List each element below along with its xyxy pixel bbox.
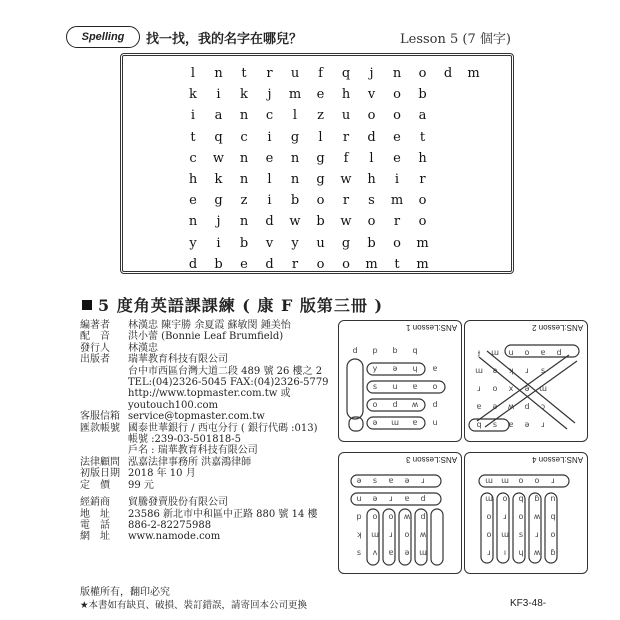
grid-row — [183, 172, 463, 192]
info-row — [80, 457, 340, 468]
grid-letter: a — [214, 108, 223, 124]
grid-letter: r — [393, 214, 401, 230]
info-label: 法律顧問 — [80, 456, 120, 468]
info-label — [80, 434, 128, 445]
grid-letter: g — [290, 129, 300, 145]
svg-text:ʍ: ʍ — [507, 402, 515, 411]
svg-text:ɹ: ɹ — [535, 530, 539, 539]
svg-text:ɐ: ɐ — [508, 420, 514, 429]
info-label: 客服信箱 — [80, 411, 120, 423]
instruction-text: 找一找，我的名字在哪兒？ — [146, 32, 303, 47]
grid-letter: f — [343, 150, 349, 166]
grid-letter: n — [239, 172, 249, 187]
svg-text:d: d — [420, 512, 426, 521]
grid-letter: m — [416, 256, 429, 272]
info-value: http://www.topmaster.com.tw 或 — [128, 388, 291, 400]
grid-letter: l — [369, 150, 374, 166]
svg-text:n: n — [550, 494, 556, 503]
grid-letter: t — [241, 66, 247, 81]
svg-text:y: y — [372, 364, 378, 373]
grid-letter: b — [214, 256, 223, 272]
info-row — [80, 400, 340, 411]
info-row — [80, 343, 340, 354]
info-row — [80, 509, 340, 520]
grid-row — [183, 193, 463, 213]
grid-letter: e — [240, 256, 248, 272]
svg-text:o: o — [518, 476, 524, 485]
svg-text:o: o — [432, 382, 438, 391]
info-value: 貿騰發賣股份有限公司 — [128, 497, 228, 509]
info-value: youtouch100.com — [128, 399, 218, 411]
answer-box-4 — [464, 452, 588, 574]
info-label: 編著者 — [80, 320, 110, 331]
info-row — [80, 377, 340, 388]
grid-letter: o — [367, 108, 376, 124]
info-value: 2018 年 10 月 — [128, 468, 196, 480]
info-label: 經銷商 — [80, 497, 110, 509]
info-row — [80, 468, 340, 479]
svg-text:p: p — [372, 346, 378, 355]
grid-letter: r — [291, 256, 299, 272]
grid-letter: r — [266, 66, 273, 81]
grid-letter: e — [316, 87, 325, 103]
grid-letter: i — [267, 129, 272, 145]
book-title-text: 5 度角英語課課練 ( 康 F 版第三冊 ) — [98, 296, 384, 315]
book-title — [82, 293, 383, 316]
grid-letter: c — [240, 129, 248, 145]
info-label — [80, 377, 128, 388]
svg-text:ɟ: ɟ — [477, 348, 481, 357]
info-row — [80, 388, 340, 399]
grid-letter: n — [188, 214, 198, 230]
grid-letter: o — [367, 214, 376, 230]
spelling-badge: Spelling — [66, 26, 140, 48]
svg-text:ɹ: ɹ — [421, 476, 425, 485]
svg-text:ı: ı — [503, 548, 507, 557]
svg-text:o: o — [534, 476, 540, 485]
grid-letter: w — [340, 172, 352, 187]
grid-letter: o — [393, 235, 401, 251]
grid-letter: w — [212, 150, 225, 166]
grid-letter: m — [288, 87, 302, 103]
svg-text:u: u — [432, 418, 438, 427]
page-number: KF3-48- — [510, 598, 547, 609]
info-value: 林漢忠 陳宇勝 余夏霞 蘇敏閔 鍾美怡 — [128, 320, 291, 331]
grid-letter: c — [189, 150, 197, 166]
grid-letter: w — [289, 214, 301, 230]
grid-letter: z — [240, 193, 248, 209]
grid-row — [183, 151, 463, 171]
svg-text:u: u — [392, 382, 398, 391]
grid-letter: q — [341, 66, 351, 81]
svg-text:ɹ: ɹ — [503, 512, 507, 521]
svg-text:o: o — [372, 512, 378, 521]
grid-letter: u — [316, 235, 325, 251]
svg-text:o: o — [372, 400, 378, 409]
grid-letter: n — [290, 172, 300, 187]
grid-letter: o — [418, 214, 427, 230]
grid-letter: j — [216, 214, 221, 230]
svg-text:ǝ: ǝ — [524, 420, 530, 429]
grid-letter: k — [189, 87, 197, 103]
info-label: 配 音 — [80, 331, 110, 343]
svg-text:ʍ: ʍ — [533, 548, 541, 557]
info-label — [80, 445, 128, 456]
grid-letter: g — [316, 150, 325, 166]
svg-text:ɹ: ɹ — [525, 366, 529, 375]
svg-text:ɯ: ɯ — [475, 366, 483, 375]
grid-letter: o — [342, 256, 350, 272]
answer-sketch-icon — [465, 453, 587, 573]
info-row — [80, 366, 340, 377]
grid-letter: s — [368, 193, 375, 209]
info-row — [80, 531, 340, 542]
info-row — [80, 497, 340, 508]
grid-letter: h — [367, 172, 376, 187]
grid-letter: b — [290, 193, 300, 209]
info-row — [80, 445, 340, 456]
grid-letter: u — [290, 66, 300, 81]
answer-sketch-icon — [465, 321, 587, 441]
info-row — [80, 434, 340, 445]
grid-letter: k — [214, 172, 223, 187]
info-label: 發行人 — [80, 342, 110, 354]
info-row — [80, 411, 340, 422]
svg-text:ɯ: ɯ — [539, 384, 547, 393]
publication-info — [80, 320, 340, 543]
grid-letter: h — [188, 172, 198, 187]
svg-text:q: q — [412, 346, 418, 355]
svg-text:o: o — [404, 530, 410, 539]
grid-row — [183, 108, 463, 128]
grid-letter: b — [239, 235, 249, 251]
svg-text:ɥ: ɥ — [518, 548, 524, 557]
grid-letter: n — [239, 150, 249, 166]
grid-letter: i — [216, 235, 221, 251]
info-label: 出版者 — [80, 354, 110, 366]
answer-label: ANS:Lesson 2 — [531, 323, 583, 332]
svg-text:ɹ: ɹ — [541, 420, 545, 429]
svg-text:o: o — [486, 530, 492, 539]
svg-text:ɐ: ɐ — [476, 402, 482, 411]
grid-row — [183, 66, 480, 86]
svg-text:p: p — [356, 512, 362, 521]
svg-text:ǝ: ǝ — [356, 476, 362, 485]
info-row — [80, 480, 340, 491]
svg-text:ʍ: ʍ — [533, 512, 541, 521]
grid-letter: l — [318, 129, 323, 145]
svg-text:ɥ: ɥ — [412, 364, 418, 373]
svg-text:ɯ: ɯ — [501, 530, 509, 539]
svg-text:ǝ: ǝ — [372, 418, 378, 427]
info-label: 電 話 — [80, 519, 110, 531]
grid-letter: i — [190, 108, 196, 124]
svg-text:ʍ: ʍ — [419, 530, 427, 539]
grid-letter: n — [290, 150, 300, 166]
svg-text:ɹ: ɹ — [389, 494, 393, 503]
grid-letter: t — [419, 129, 426, 145]
answer-label: ANS:Lesson 1 — [405, 323, 457, 332]
svg-text:ɯ: ɯ — [391, 418, 399, 427]
info-value: 林漢忠 — [128, 342, 158, 354]
grid-letter: l — [292, 108, 298, 124]
svg-text:s: s — [540, 366, 546, 375]
svg-text:ɐ: ɐ — [388, 548, 394, 557]
svg-text:ɓ: ɓ — [534, 494, 540, 503]
answer-sketch-icon — [339, 453, 461, 573]
grid-letter: z — [317, 108, 324, 124]
svg-text:ǝ: ǝ — [492, 366, 498, 375]
grid-letter: y — [189, 235, 197, 251]
grid-letter: y — [291, 235, 299, 251]
svg-text:ǝ: ǝ — [392, 364, 398, 373]
grid-row — [183, 130, 463, 150]
svg-text:o: o — [388, 512, 394, 521]
grid-letter: j — [369, 66, 374, 81]
svg-text:ɯ: ɯ — [371, 530, 379, 539]
grid-letter: n — [239, 108, 249, 124]
grid-row — [183, 87, 463, 107]
svg-text:d: d — [432, 400, 438, 409]
grid-letter: i — [216, 87, 221, 103]
copyright-text: 版權所有，翻印必究 — [80, 587, 170, 598]
grid-letter: b — [367, 235, 376, 251]
answer-label: ANS:Lesson 4 — [531, 455, 583, 464]
grid-letter: h — [341, 87, 351, 103]
grid-letter: e — [265, 150, 274, 166]
svg-text:u: u — [508, 348, 514, 357]
title-square-icon — [82, 300, 92, 310]
svg-text:u: u — [356, 494, 362, 503]
info-label: 初版日期 — [80, 468, 120, 480]
svg-text:d: d — [352, 346, 358, 355]
grid-letter: w — [340, 214, 352, 230]
lesson-label: Lesson 5 (7 個字) — [400, 32, 511, 47]
svg-text:d: d — [524, 402, 530, 411]
info-row — [80, 423, 340, 434]
grid-letter: h — [418, 150, 427, 166]
svg-text:o: o — [492, 384, 498, 393]
grid-letter: o — [393, 108, 401, 124]
grid-letter: d — [265, 256, 274, 272]
grid-letter: n — [239, 214, 249, 230]
grid-letter: n — [214, 66, 223, 81]
grid-letter: l — [190, 66, 196, 81]
svg-text:s: s — [372, 382, 378, 391]
grid-letter: v — [367, 87, 376, 103]
info-label: 地 址 — [80, 508, 110, 520]
svg-text:ɹ: ɹ — [477, 384, 481, 393]
grid-letter: j — [267, 87, 272, 103]
grid-letter: g — [214, 193, 223, 209]
grid-letter: r — [419, 172, 426, 187]
svg-text:ɯ: ɯ — [491, 348, 499, 357]
info-value: 國泰世華銀行 / 西屯分行 ( 銀行代碼 :013) — [128, 422, 318, 434]
svg-text:ɯ: ɯ — [501, 476, 509, 485]
svg-text:ɐ: ɐ — [540, 348, 546, 357]
grid-letter: b — [316, 214, 325, 230]
svg-text:ɐ: ɐ — [388, 476, 394, 485]
svg-text:ǝ: ǝ — [404, 548, 410, 557]
answer-box-1 — [338, 320, 462, 442]
svg-text:s: s — [518, 530, 524, 539]
grid-letter: u — [341, 108, 351, 124]
info-label — [80, 366, 128, 377]
svg-text:d: d — [556, 348, 562, 357]
grid-letter: a — [418, 108, 427, 124]
svg-text:x: x — [508, 384, 514, 393]
info-label: 匯款帳號 — [80, 422, 120, 434]
grid-row — [183, 214, 463, 234]
info-row — [80, 320, 340, 331]
svg-text:ʞ: ʞ — [508, 366, 514, 375]
svg-text:ǝ: ǝ — [372, 494, 378, 503]
grid-letter: d — [265, 214, 274, 230]
grid-letter: e — [189, 193, 197, 209]
grid-letter: t — [394, 256, 400, 272]
svg-text:ǝ: ǝ — [524, 384, 530, 393]
svg-text:ɯ: ɯ — [485, 476, 493, 485]
svg-text:ɐ: ɐ — [404, 494, 410, 503]
grid-letter: i — [394, 172, 400, 187]
svg-text:ɓ: ɓ — [550, 548, 556, 557]
info-row — [80, 354, 340, 365]
info-value: 23586 新北市中和區中正路 880 號 14 樓 — [128, 508, 318, 520]
grid-row — [183, 236, 463, 256]
grid-letter: c — [265, 108, 274, 124]
word-search-grid — [120, 53, 514, 274]
svg-text:ʍ: ʍ — [403, 512, 411, 521]
svg-text:s: s — [372, 476, 378, 485]
grid-letter: o — [418, 193, 427, 209]
svg-text:o: o — [518, 512, 524, 521]
svg-text:o: o — [524, 348, 530, 357]
grid-letter: r — [342, 193, 350, 209]
svg-text:ǝ: ǝ — [404, 476, 410, 485]
info-value: TEL:(04)2326-5045 FAX:(04)2326-5779 — [128, 377, 329, 389]
info-row — [80, 520, 340, 531]
svg-text:q: q — [476, 420, 482, 429]
grid-letter: m — [467, 66, 480, 81]
info-value: 泓嘉法律事務所 洪嘉鴻律師 — [128, 456, 252, 468]
svg-text:ɯ: ɯ — [419, 548, 427, 557]
grid-letter: i — [267, 193, 272, 209]
info-label: 網 址 — [80, 531, 110, 543]
grid-letter: f — [318, 66, 323, 81]
grid-letter: m — [365, 256, 378, 272]
svg-text:ɔ: ɔ — [540, 402, 546, 411]
info-value: www.namode.com — [128, 531, 221, 543]
info-value: 瑞華教育科技有限公司 — [128, 354, 228, 366]
grid-letter: m — [416, 235, 429, 251]
svg-text:o: o — [550, 530, 556, 539]
info-value: service@topmaster.com.tw — [128, 411, 265, 423]
grid-letter: m — [390, 193, 404, 209]
grid-letter: o — [316, 256, 325, 272]
svg-text:o: o — [486, 512, 492, 521]
grid-letter: t — [190, 129, 196, 145]
grid-letter: q — [214, 129, 223, 145]
grid-letter: e — [393, 129, 401, 145]
grid-letter: b — [418, 87, 427, 103]
grid-letter: n — [392, 66, 402, 81]
svg-text:ɐ: ɐ — [412, 418, 418, 427]
info-label: 定 價 — [80, 479, 110, 491]
grid-letter: d — [188, 256, 198, 272]
grid-letter: g — [341, 235, 351, 251]
svg-text:ɹ: ɹ — [487, 548, 491, 557]
svg-text:d: d — [420, 494, 426, 503]
svg-text:s: s — [492, 420, 498, 429]
info-value: 台中市西區台灣大道二段 489 號 26 樓之 2 — [128, 365, 323, 377]
info-row — [80, 331, 340, 342]
info-value: 886-2-82275988 — [128, 519, 212, 531]
svg-text:q: q — [550, 512, 556, 521]
svg-text:s: s — [356, 548, 362, 557]
grid-letter: d — [443, 66, 453, 81]
info-value: 洪小蕾 (Bonnie Leaf Brumfield) — [128, 331, 284, 343]
answer-sketch-icon — [339, 321, 461, 441]
grid-letter: d — [367, 129, 376, 145]
grid-letter: o — [418, 66, 427, 81]
grid-letter: l — [267, 172, 272, 187]
answer-label: ANS:Lesson 3 — [405, 455, 457, 464]
answer-box-3 — [338, 452, 462, 574]
notice-text: ★本書如有缺頁、破損、裝訂錯誤，請寄回本公司更換 — [80, 600, 308, 611]
svg-text:ǝ: ǝ — [492, 402, 498, 411]
svg-text:o: o — [502, 494, 508, 503]
grid-letter: r — [342, 129, 350, 145]
grid-letter: v — [265, 235, 274, 251]
svg-text:ʍ: ʍ — [411, 400, 419, 409]
grid-letter: k — [240, 87, 248, 103]
svg-text:ɐ: ɐ — [412, 382, 418, 391]
svg-text:ɹ: ɹ — [551, 476, 555, 485]
info-label — [80, 400, 128, 411]
svg-text:ʌ: ʌ — [372, 548, 378, 557]
info-value: 戶名 : 瑞華教育科技有限公司 — [128, 445, 258, 457]
grid-letter: o — [316, 193, 325, 209]
svg-text:d: d — [392, 400, 398, 409]
svg-text:ʞ: ʞ — [356, 530, 362, 539]
svg-text:ɯ: ɯ — [485, 494, 493, 503]
info-label — [80, 388, 128, 399]
grid-letter: e — [393, 150, 401, 166]
grid-row — [183, 257, 463, 277]
svg-text:ɐ: ɐ — [432, 364, 438, 373]
svg-text:ɹ: ɹ — [389, 530, 393, 539]
grid-letter: g — [316, 172, 325, 187]
svg-text:q: q — [518, 494, 524, 503]
info-value: 帳號 :239-03-501818-5 — [128, 434, 242, 446]
grid-letter: o — [393, 87, 401, 103]
svg-text:b: b — [392, 346, 398, 355]
info-value: 99 元 — [128, 479, 154, 491]
answer-box-2 — [464, 320, 588, 442]
